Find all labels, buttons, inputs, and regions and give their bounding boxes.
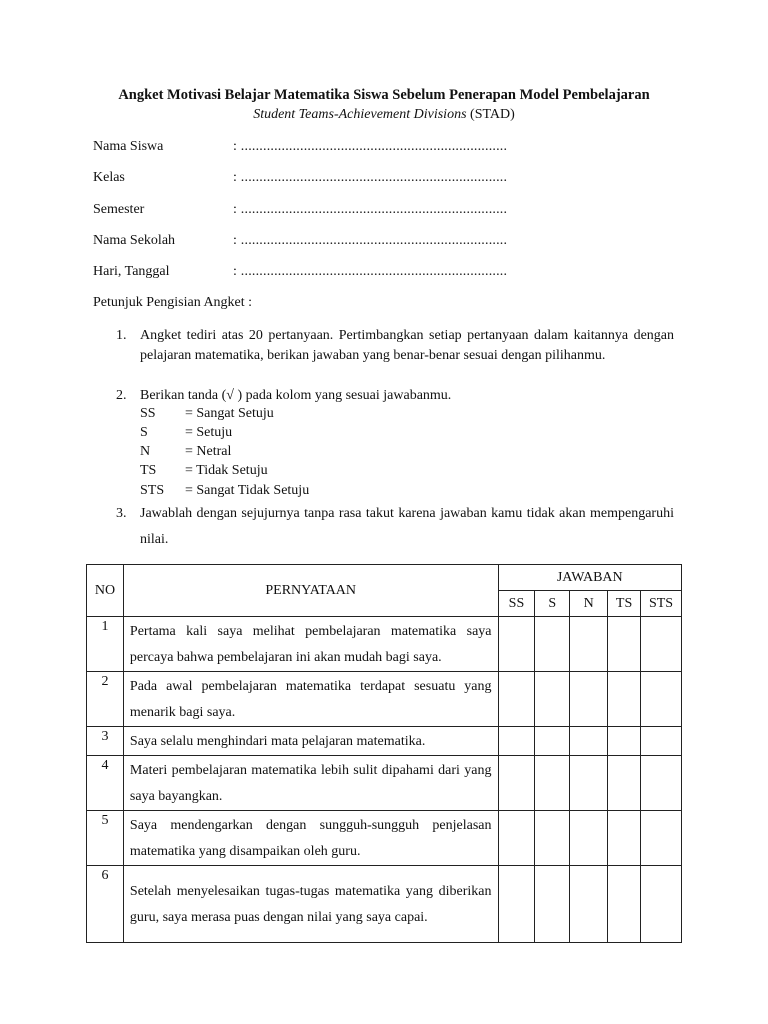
row-number: 4 [101,758,109,773]
legend-desc: = Tidak Setuju [185,463,268,478]
field-blank[interactable]: : ........................................................................ [233,264,508,279]
row-statement: Pada awal pembelajaran matematika terdapat sesuatu yang menarik bagi saya. [129,679,492,720]
header-n: N [570,591,608,617]
legend-code: N [140,444,151,459]
answer-cell-ts[interactable] [608,727,641,756]
answer-cell-s[interactable] [535,672,570,727]
row-statement: Pertama kali saya melihat pembelajaran matematika saya percaya bahwa pembelajaran ini akan mudah bagi saya. [129,624,492,665]
row-statement: Saya mendengarkan dengan sungguh-sungguh penjelasan matematika yang disampaikan oleh guru. [129,818,492,859]
answer-cell-n[interactable] [570,617,608,672]
answer-cell-ss[interactable] [498,756,535,811]
row-number: 6 [101,868,109,883]
subtitle-rest: (STAD) [466,107,515,122]
header-ss: SS [498,591,535,617]
answer-cell-s[interactable] [535,617,570,672]
field-label: Semester [93,202,145,217]
answer-cell-ts[interactable] [608,866,641,943]
answer-cell-ss[interactable] [498,617,535,672]
header-statement: PERNYATAAN [123,565,498,617]
legend-code: STS [140,483,165,498]
row-number: 2 [101,674,109,689]
instruction-text: Berikan tanda (√ ) pada kolom yang sesuai jawabanmu. [140,388,452,403]
row-number: 3 [101,729,109,744]
answer-cell-s[interactable] [535,756,570,811]
document-title: Angket Motivasi Belajar Matematika Siswa Sebelum Penerapan Model Pembelajaran [118,87,650,103]
header-answer: JAWABAN [498,565,682,591]
field-blank[interactable]: : ........................................................................ [233,170,508,185]
answer-cell-sts[interactable] [641,617,682,672]
header-s: S [535,591,570,617]
table-row [87,756,682,811]
answer-cell-ss[interactable] [498,811,535,866]
subtitle-italic: Student Teams-Achievement Divisions [253,107,467,122]
answer-cell-s[interactable] [535,727,570,756]
table-row [87,866,682,943]
answer-cell-n[interactable] [570,672,608,727]
answer-cell-sts[interactable] [641,672,682,727]
answer-cell-sts[interactable] [641,756,682,811]
legend-code: SS [140,406,156,421]
field-blank[interactable]: : ........................................................................ [233,202,508,217]
answer-cell-n[interactable] [570,866,608,943]
table-row [87,811,682,866]
answer-cell-sts[interactable] [641,727,682,756]
legend-desc: = Setuju [185,425,233,440]
field-label: Kelas [93,170,125,185]
field-label: Nama Sekolah [93,233,176,248]
instruction-text: Jawablah dengan sejujurnya tanpa rasa takut karena jawaban kamu tidak akan mempengaruhi nilai. [140,506,674,547]
answer-cell-s[interactable] [535,811,570,866]
legend-desc: = Netral [185,444,232,459]
row-number: 1 [101,619,109,634]
field-label: Hari, Tanggal [93,264,170,279]
header-ts: TS [608,591,641,617]
questionnaire-table [86,564,682,943]
header-sts: STS [641,591,682,617]
table-row [87,617,682,672]
field-label: Nama Siswa [93,139,164,154]
answer-cell-n[interactable] [570,811,608,866]
header-no: NO [87,565,124,617]
answer-cell-ss[interactable] [498,727,535,756]
instruction-number: 3. [116,506,127,521]
answer-cell-ts[interactable] [608,811,641,866]
field-blank[interactable]: : ........................................................................ [233,233,508,248]
table-row [87,672,682,727]
answer-cell-ss[interactable] [498,866,535,943]
answer-cell-sts[interactable] [641,866,682,943]
answer-cell-s[interactable] [535,866,570,943]
instruction-number: 2. [116,388,127,403]
row-statement: Saya selalu menghindari mata pelajaran matematika. [129,734,426,749]
answer-cell-ts[interactable] [608,756,641,811]
instruction-number: 1. [116,328,127,343]
answer-cell-ss[interactable] [498,672,535,727]
answer-cell-sts[interactable] [641,811,682,866]
row-statement: Setelah menyelesaikan tugas-tugas matematika yang diberikan guru, saya merasa puas dengan nilai yang saya capai. [129,884,492,925]
row-statement: Materi pembelajaran matematika lebih sulit dipahami dari yang saya bayangkan. [129,763,492,804]
instruction-text: Angket tediri atas 20 pertanyaan. Pertimbangkan setiap pertanyaan dalam kaitannya dengan pelajaran matematika, berikan jawaban yang benar-benar sesuai dengan pilihanmu. [140,328,674,363]
field-blank[interactable]: : ........................................................................ [233,139,508,154]
legend-desc: = Sangat Setuju [185,406,274,421]
answer-cell-n[interactable] [570,756,608,811]
answer-cell-n[interactable] [570,727,608,756]
answer-cell-ts[interactable] [608,672,641,727]
answer-cell-ts[interactable] [608,617,641,672]
instructions-heading: Petunjuk Pengisian Angket : [93,295,253,310]
document-subtitle [0,107,768,123]
legend-code: S [140,425,148,440]
row-number: 5 [101,813,109,828]
legend-desc: = Sangat Tidak Setuju [185,483,310,498]
legend-code: TS [140,463,157,478]
table-row [87,727,682,756]
